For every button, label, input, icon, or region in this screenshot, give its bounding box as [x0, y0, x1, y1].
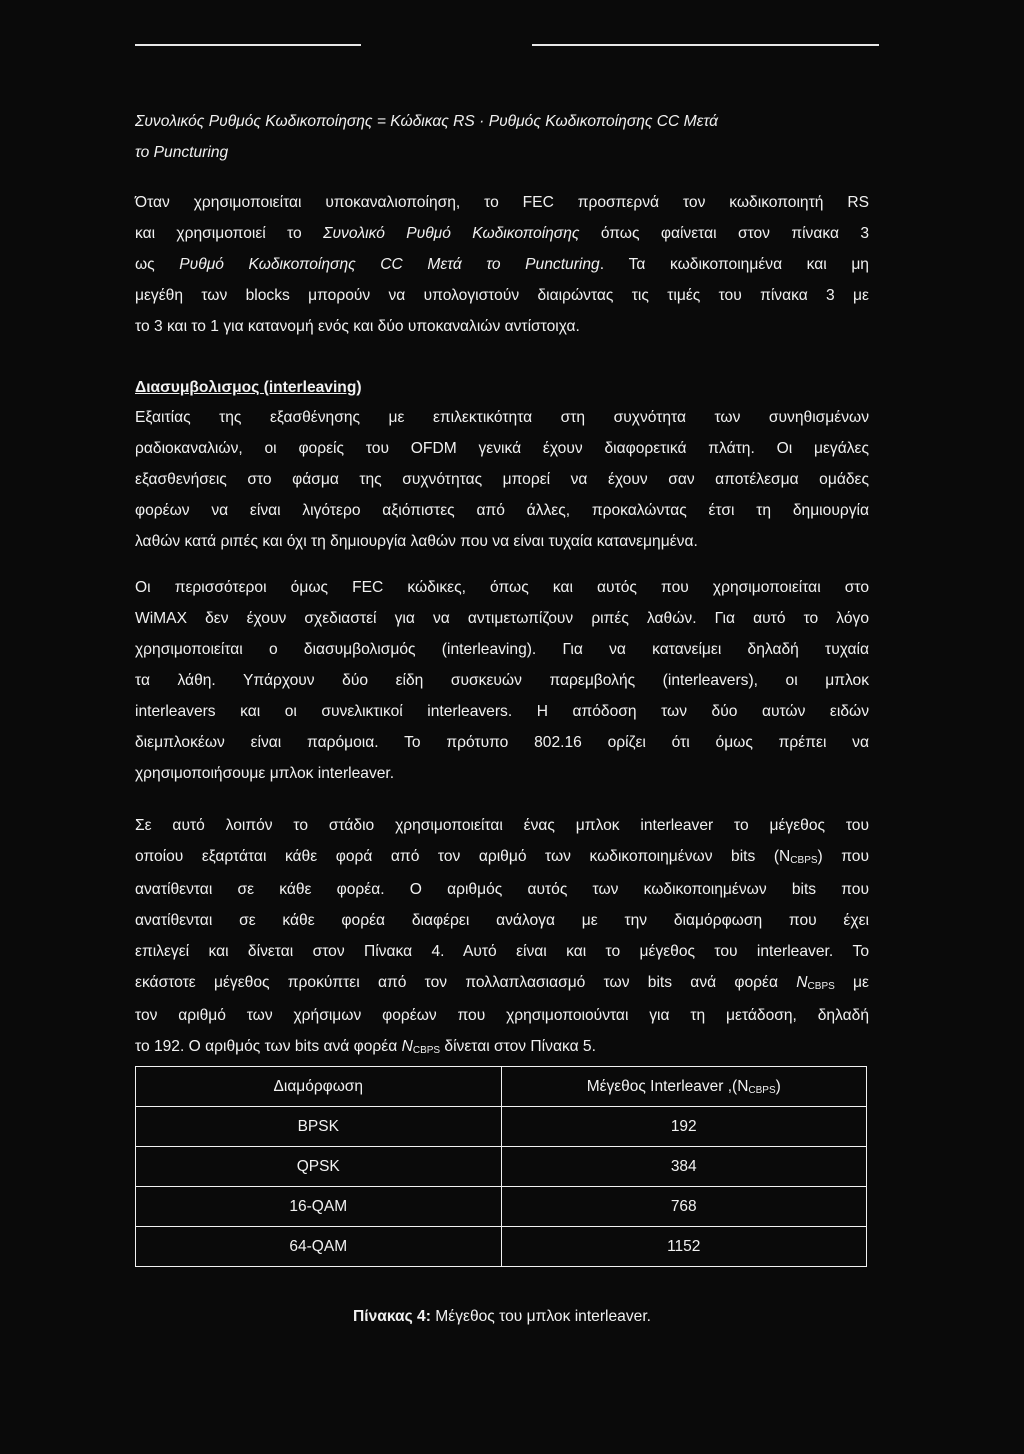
paragraph-2-line-1: Εξαιτίας της εξασθένησης με επιλεκτικότητα στη συχνότητα των συνηθισμένων	[135, 409, 869, 426]
table-cell-size: 768	[501, 1187, 867, 1227]
paragraph-1-line-2: και χρησιμοποιεί το Συνολικό Ρυθμό Κωδικοποίησης όπως φαίνεται στον πίνακα 3	[135, 225, 870, 242]
paragraph-2-line-2: ραδιοκαναλιών, οι φορείς του OFDM γενικά έχουν διαφορετικά πλάτη. Οι μεγάλες	[135, 440, 869, 457]
table-cell-modulation: QPSK	[136, 1147, 502, 1187]
paragraph-1-line-4: μεγέθη των blocks μπορούν να υπολογιστούν διαιρώντας τις τιμές του πίνακα 3 με	[135, 287, 869, 304]
section-heading	[135, 372, 869, 403]
paragraph-4-line-2: οποίου εξαρτάται κάθε φορά από τον αριθμό των κωδικοποιημένων bits $(N_{CBPS})$ που	[135, 848, 869, 866]
paragraph-3-line-4: τα λάθη. Υπάρχουν δύο είδη συσκευών παρεμβολής (interleavers), οι μπλοκ	[135, 672, 869, 689]
paragraph-3-line-2: WiMAX δεν έχουν σχεδιαστεί για να αντιμετωπίζουν ριπές λαθών. Για αυτό το λόγο	[135, 610, 869, 627]
paragraph-1	[135, 187, 869, 342]
paragraph-4-line-6: εκάστοτε μέγεθος προκύπτει από τον πολλαπλασιασμό των bits ανά φορέα $N_{CBPS}$ με	[135, 974, 869, 992]
table-cell-modulation: 16-QAM	[136, 1187, 502, 1227]
table-header-row	[136, 1067, 867, 1107]
table-caption-text: Μέγεθος του μπλοκ interleaver.	[430, 1308, 651, 1325]
paragraph-3-line-6: διεμπλοκέων είναι παρόμοια. Το πρότυπο 802.16 ορίζει ότι όμως πρέπει να	[135, 734, 869, 751]
paragraph-4-line-4: ανατίθενται σε κάθε φορέα διαφέρει ανάλογα με την διαμόρφωση που έχει	[135, 912, 869, 929]
header-rule-left	[135, 44, 361, 46]
formula-line-1: Συνολικός Ρυθμός Κωδικοποίησης = Κώδικας RS · Ρυθμός Κωδικοποίησης CC Μετά	[135, 113, 718, 130]
table-row	[136, 1147, 867, 1187]
paragraph-2-line-3: εξασθενήσεις στο φάσμα της συχνότητας μπορεί να έχουν σαν αποτέλεσμα ομάδες	[135, 471, 869, 488]
table-caption-label: Πίνακας 4:	[352, 1308, 431, 1325]
table-cell-modulation: 64-QAM	[136, 1227, 502, 1267]
formula	[135, 106, 869, 168]
table-cell-modulation: BPSK	[136, 1107, 502, 1147]
paragraph-3-line-1: Οι περισσότεροι όμως FEC κώδικες, όπως και αυτός που χρησιμοποιείται στο	[135, 579, 869, 596]
paragraph-2	[135, 402, 869, 557]
table-row	[136, 1187, 867, 1227]
paragraph-2-line-4: φορέων να είναι λιγότερο αξιόπιστες από άλλες, προκαλώντας έτσι τη δημιουργία	[135, 502, 869, 519]
paragraph-3-line-7: χρησιμοποιήσουμε μπλοκ interleaver.	[135, 765, 395, 782]
paragraph-1-line-3: ως Ρυθμό Κωδικοποίησης CC Μετά το Puncturing. Τα κωδικοποιημένα και μη	[135, 256, 869, 273]
table-header-size: Μέγεθος Interleaver $,(N_{CBPS})$	[501, 1067, 867, 1107]
paragraph-1-line-5: το 3 και το 1 για κατανομή ενός και δύο υποκαναλιών αντίστοιχα.	[135, 318, 580, 335]
table-cell-size: 384	[501, 1147, 867, 1187]
formula-line-2: το Puncturing	[135, 144, 229, 161]
interleaver-size-table	[135, 1066, 867, 1267]
table-row	[136, 1227, 867, 1267]
paragraph-4-line-5: επιλεγεί και δίνεται στον Πίνακα 4. Αυτό είναι και το μέγεθος του interleaver. Το	[135, 943, 869, 960]
paragraph-3-line-5: interleavers και οι συνελικτικοί interleavers. Η απόδοση των δύο αυτών ειδών	[135, 703, 869, 720]
section-heading-text: Διασυμβολισμος (interleaving)	[135, 379, 362, 396]
table-cell-size: 192	[501, 1107, 867, 1147]
paragraph-4	[135, 810, 869, 1064]
paragraph-4-line-7: τον αριθμό των χρήσιμων φορέων που χρησιμοποιούνται για τη μετάδοση, δηλαδή	[135, 1007, 869, 1024]
paragraph-4-line-8: το 192. Ο αριθμός των bits ανά φορέα $N_{CBPS}$ δίνεται στον Πίνακα 5.	[135, 1038, 596, 1056]
table-caption	[135, 1308, 869, 1326]
header-rule-right	[532, 44, 879, 46]
paragraph-3	[135, 572, 869, 789]
paragraph-2-line-5: λαθών κατά ριπές και όχι τη δημιουργία λαθών που να είναι τυχαία κατανεμημένα.	[135, 533, 698, 550]
table-header-modulation: Διαμόρφωση	[136, 1067, 502, 1107]
paragraph-4-line-3: ανατίθενται σε κάθε φορέα. Ο αριθμός αυτός των κωδικοποιημένων bits που	[135, 881, 869, 898]
table-row	[136, 1107, 867, 1147]
paragraph-3-line-3: χρησιμοποιείται ο διασυμβολισμός (interleaving). Για να κατανείμει δηλαδή τυχαία	[135, 641, 869, 658]
paragraph-4-line-1: Σε αυτό λοιπόν το στάδιο χρησιμοποιείται ένας μπλοκ interleaver το μέγεθος του	[135, 817, 869, 834]
paragraph-1-line-1: Όταν χρησιμοποιείται υποκαναλιοποίηση, το FEC προσπερνά τον κωδικοποιητή RS	[135, 194, 869, 211]
table-cell-size: 1152	[501, 1227, 867, 1267]
